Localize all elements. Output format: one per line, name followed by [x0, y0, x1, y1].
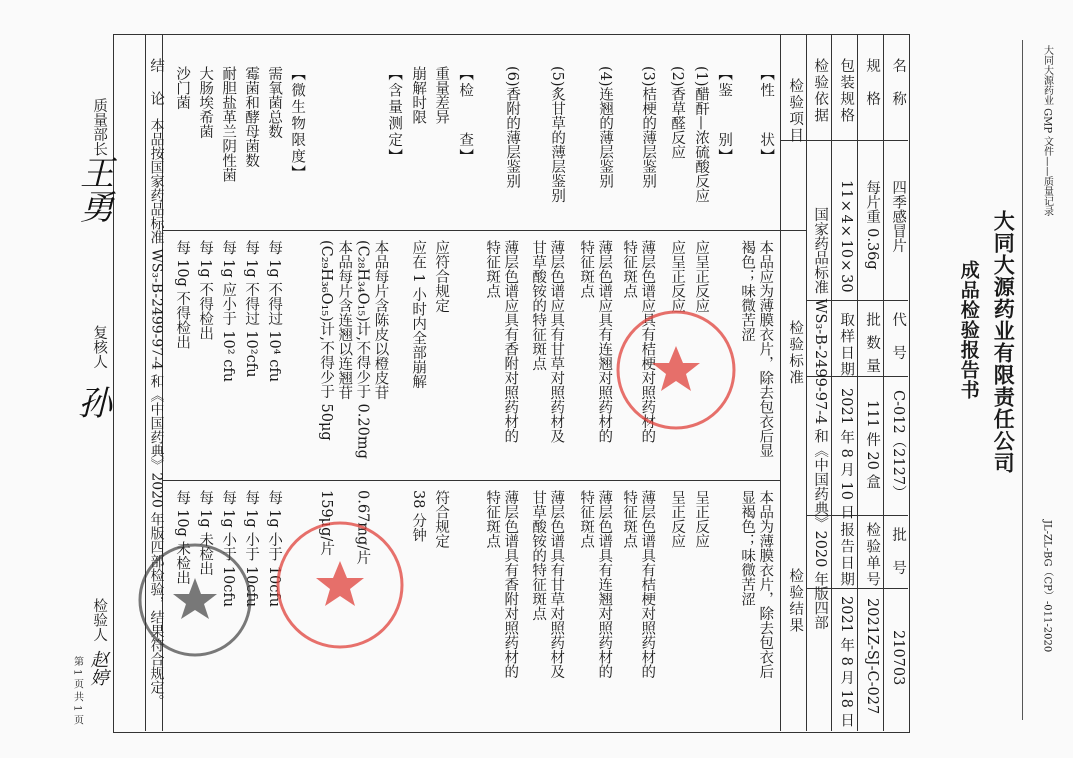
reviewer-signature: 孙: [71, 385, 112, 419]
item-appearance: 【性 状】: [758, 66, 775, 165]
standard-mold: 每 1g 不得过 10²cfu: [243, 240, 260, 378]
value-quantity: 111 件 20 盒: [864, 400, 881, 489]
doc-header-left: 大同大源药业 GMP 文件——质量记录: [1041, 45, 1053, 217]
item-mold: 霉菌和酵母菌数: [243, 66, 260, 168]
item-inspection: 【检 查】: [457, 66, 474, 165]
item-ident-6: (6)香附的薄层鉴别: [504, 66, 521, 189]
label-basis: 检验依据: [812, 58, 829, 124]
item-disintegration: 崩解时限: [410, 66, 427, 124]
top-stamp: [618, 312, 734, 428]
company-title: 大同大源药业有限责任公司: [991, 210, 1017, 474]
inspector-signature: 赵婷: [87, 650, 109, 686]
standard-ident-2: 应呈正反应: [669, 240, 686, 313]
cell-line: (C₂₉H₃₆O₁₅)计,不得少于 50μg: [318, 240, 335, 441]
label-package: 包装规格: [838, 58, 855, 124]
conclusion-text: 本品按国家药品标准 WS₃-B-2499-97-4 和《中国药典》2020 年版四部检验，结果符合规定。: [148, 118, 165, 709]
label-spec: 规 格: [864, 58, 881, 108]
quality-head-label: 质量部长: [91, 98, 108, 156]
label-test-no: 检验单号: [864, 522, 881, 588]
cell-line: 薄层色谱具有香附对照药材的: [502, 490, 519, 679]
item-gram-negative: 耐胆盐革兰阴性菌: [220, 66, 237, 182]
cell-line: 特征斑点: [578, 240, 595, 298]
cell-line: 0.67mg/片: [354, 490, 371, 565]
item-microbial: 【微生物限度】: [289, 66, 306, 182]
doc-header-right: JL-ZL-BG（CP）-011-2020: [1041, 520, 1053, 653]
standard-disintegration: 应在 1 小时内全部崩解: [410, 240, 427, 389]
result-aerobic: 每 1g 小于 10cfu: [266, 490, 283, 608]
cell-line: 本品每片含陈皮以橙皮苷: [372, 240, 389, 400]
value-spec: 每片重 0.36g: [864, 180, 881, 270]
cell-line: 特征斑点: [621, 490, 638, 548]
label-sampling-date: 取样日期: [838, 312, 855, 378]
cell-line: 特征斑点: [621, 240, 638, 298]
standard-salmonella: 每 10g 不得检出: [174, 240, 191, 350]
result-gram-negative: 每 1g 小于 10cfu: [220, 490, 237, 608]
item-identification: 【鉴 别】: [716, 66, 733, 165]
cell-line: 本品每片含连翘以连翘苷: [336, 240, 353, 400]
standard-weight: 应符合规定: [433, 240, 450, 313]
standard-aerobic: 每 1g 不得过 10⁴ cfu: [266, 240, 283, 383]
item-weight: 重量差异: [433, 66, 450, 124]
page-footer: 第 1 页 共 1 页: [71, 656, 83, 725]
value-sampling-date: 2021 年 8 月 10 日: [838, 388, 855, 520]
result-disintegration: 38 分钟: [410, 490, 427, 543]
result-ident-1: 呈正反应: [693, 490, 710, 548]
value-report-date: 2021 年 8 月 18 日: [838, 596, 855, 728]
cell-line: 薄层色谱具有桔梗对照药材的: [639, 490, 656, 679]
cell-line: 甘草酸铵的特征斑点: [530, 240, 547, 371]
cell-line: 159μg/片: [318, 490, 335, 556]
item-ident-5: (5)炙甘草的薄层鉴别: [549, 66, 566, 203]
value-package: 11×4×10×30: [838, 180, 855, 293]
cell-line: 薄层色谱应具有桔梗对照药材的: [639, 240, 656, 443]
cell-line: 薄层色谱具有连翘对照药材的: [596, 490, 613, 679]
item-ecoli: 大肠埃希菌: [197, 66, 214, 139]
item-aerobic: 需氧菌总数: [266, 66, 283, 139]
bottom-stamp: [140, 545, 250, 655]
label-batch: 批 号: [890, 527, 907, 577]
value-basis: 国家药品标准 WS₃-B-2499-97-4 和《中国药典》2020 年版四部: [812, 207, 829, 630]
value-batch: 210703: [890, 630, 907, 686]
cell-line: 显褐色；味微苦涩: [739, 490, 756, 606]
cell-line: 薄层色谱应具有甘草对照药材及: [548, 240, 565, 443]
inspector-label: 检验人: [91, 598, 108, 642]
value-name: 四季感冒片: [890, 180, 907, 253]
cell-line: 甘草酸铵的特征斑点: [530, 490, 547, 621]
label-quantity: 批 数 量: [864, 312, 881, 375]
head-standard: 检验标准: [787, 320, 804, 386]
item-salmonella: 沙门菌: [174, 66, 191, 110]
quality-head-signature: 王勇: [73, 155, 114, 223]
item-ident-1: (1)醋酐—浓硫酸反应: [693, 66, 710, 203]
cell-line: 特征斑点: [484, 490, 501, 548]
item-assay: 【含量测定】: [386, 66, 403, 165]
item-ident-4: (4)连翘的薄层鉴别: [597, 66, 614, 189]
label-report-date: 报告日期: [838, 522, 855, 588]
conclusion-label: 结 论: [148, 58, 165, 108]
cell-line: 褐色；味微苦涩: [739, 240, 756, 342]
standard-ident-1: 应呈正反应: [693, 240, 710, 313]
result-salmonella: 每 10g 未检出: [174, 490, 191, 585]
cell-line: 薄层色谱应具有连翘对照药材的: [596, 240, 613, 443]
cell-line: 薄层色谱具有甘草对照药材及: [548, 490, 565, 679]
report-title: 成品检验报告书: [957, 260, 980, 400]
cell-line: 特征斑点: [578, 490, 595, 548]
value-test-no: 2021Z-SJ-C-027: [864, 598, 881, 715]
cell-line: 薄层色谱应具有香附对照药材的: [502, 240, 519, 443]
cell-line: 本品为薄膜衣片，除去包衣后: [757, 490, 774, 679]
result-weight: 符合规定: [433, 490, 450, 548]
head-result: 检验结果: [787, 568, 804, 634]
item-ident-2: (2)香草醛反应: [669, 66, 686, 160]
standard-ecoli: 每 1g 不得检出: [197, 240, 214, 341]
value-code: C-012（2127）: [890, 390, 907, 500]
item-ident-3: (3)桔梗的薄层鉴别: [640, 66, 657, 189]
cell-line: 本品应为薄膜衣片，除去包衣后显: [757, 240, 774, 458]
head-item: 检验项目: [787, 78, 804, 144]
cell-line: 特征斑点: [484, 240, 501, 298]
standard-gram-negative: 每 1g 应小于 10² cfu: [220, 240, 237, 383]
result-ecoli: 每 1g 未检出: [197, 490, 214, 576]
label-name: 名 称: [890, 58, 907, 108]
reviewer-label: 复核人: [91, 325, 108, 369]
result-mold: 每 1g 小于 10cfu: [243, 490, 260, 608]
result-ident-2: 呈正反应: [669, 490, 686, 548]
label-code: 代 号: [890, 312, 907, 362]
cell-line: (C₂₈H₃₄O₁₅)计,不得少于 0.20mg: [354, 240, 371, 459]
middle-stamp: [278, 523, 402, 647]
